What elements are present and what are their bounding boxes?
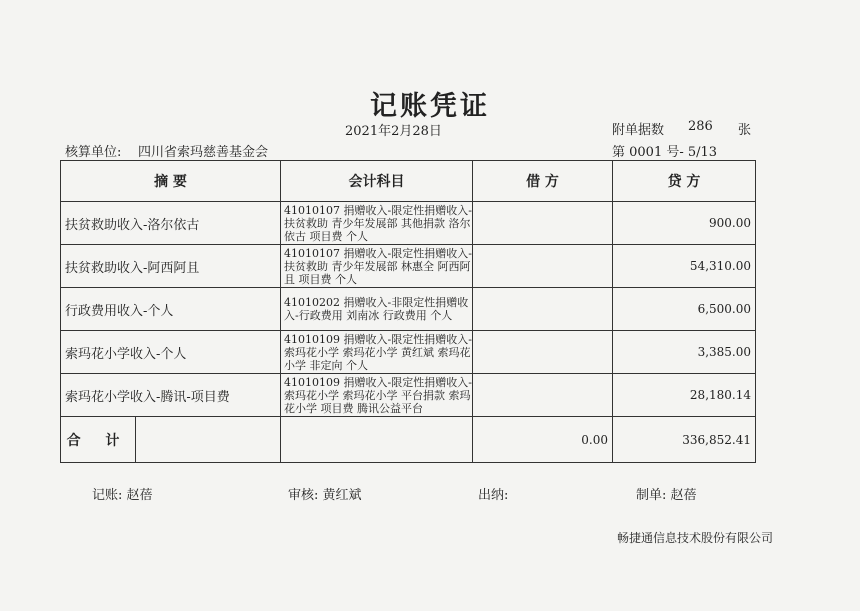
row-credit: 900.00 bbox=[613, 202, 756, 245]
attachments-count: 286 bbox=[688, 119, 713, 134]
total-debit: 0.00 bbox=[473, 417, 613, 463]
preparer-signature: 制单: 赵蓓 bbox=[636, 488, 697, 503]
row-debit bbox=[473, 331, 613, 374]
table-row bbox=[61, 245, 756, 288]
row-credit: 6,500.00 bbox=[613, 288, 756, 331]
row-credit: 54,310.00 bbox=[613, 245, 756, 288]
row-debit bbox=[473, 374, 613, 417]
unit-label: 核算单位: bbox=[65, 145, 122, 160]
voucher-table bbox=[60, 160, 756, 463]
row-summary: 扶贫救助收入-阿西阿且 bbox=[61, 245, 281, 288]
bookkeeper-signature: 记账: 赵蓓 bbox=[92, 488, 153, 503]
table-row bbox=[61, 288, 756, 331]
footer-company: 畅捷通信息技术股份有限公司 bbox=[617, 531, 774, 545]
voucher-title: 记账凭证 bbox=[370, 91, 490, 122]
row-summary: 行政费用收入-个人 bbox=[61, 288, 281, 331]
voucher-date: 2021年2月28日 bbox=[345, 124, 442, 139]
row-account: 41010109 捐赠收入-限定性捐赠收入-索玛花小学 索玛花小学 黄红斌 索玛花小学 非定向 个人 bbox=[281, 331, 473, 374]
table-row bbox=[61, 202, 756, 245]
total-credit: 336,852.41 bbox=[613, 417, 756, 463]
row-account: 41010107 捐赠收入-限定性捐赠收入-扶贫救助 青少年发展部 林惠全 阿西阿且 项目费 个人 bbox=[281, 245, 473, 288]
header-account: 会计科目 bbox=[281, 161, 473, 202]
total-summary-cell bbox=[61, 417, 281, 463]
row-credit: 3,385.00 bbox=[613, 331, 756, 374]
header-credit: 贷 方 bbox=[613, 161, 756, 202]
table-row bbox=[61, 374, 756, 417]
row-credit: 28,180.14 bbox=[613, 374, 756, 417]
table-row bbox=[61, 331, 756, 374]
attachments-label: 附单据数 bbox=[612, 123, 665, 138]
total-account-cell bbox=[281, 417, 473, 463]
row-debit bbox=[473, 245, 613, 288]
total-row bbox=[61, 417, 756, 463]
cashier-signature: 出纳: bbox=[478, 488, 509, 503]
table-header-row bbox=[61, 161, 756, 202]
row-account: 41010107 捐赠收入-限定性捐赠收入-扶贫救助 青少年发展部 其他捐款 洛尔依古 项目费 个人 bbox=[281, 202, 473, 245]
header-debit: 借 方 bbox=[473, 161, 613, 202]
row-debit bbox=[473, 288, 613, 331]
row-summary: 扶贫救助收入-洛尔依古 bbox=[61, 202, 281, 245]
attachments-unit: 张 bbox=[738, 123, 752, 138]
total-label: 合 计 bbox=[61, 417, 136, 462]
row-account: 41010202 捐赠收入-非限定性捐赠收入-行政费用 刘南冰 行政费用 个人 bbox=[281, 288, 473, 331]
row-summary: 索玛花小学收入-个人 bbox=[61, 331, 281, 374]
row-debit bbox=[473, 202, 613, 245]
header-summary: 摘 要 bbox=[61, 161, 281, 202]
row-summary: 索玛花小学收入-腾讯-项目费 bbox=[61, 374, 281, 417]
reviewer-signature: 审核: 黄红斌 bbox=[288, 488, 362, 503]
unit-name: 四川省索玛慈善基金会 bbox=[138, 145, 269, 160]
voucher-number: 第 0001 号- 5/13 bbox=[612, 145, 718, 160]
row-account: 41010109 捐赠收入-限定性捐赠收入-索玛花小学 索玛花小学 平台捐款 索玛花小学 项目费 腾讯公益平台 bbox=[281, 374, 473, 417]
